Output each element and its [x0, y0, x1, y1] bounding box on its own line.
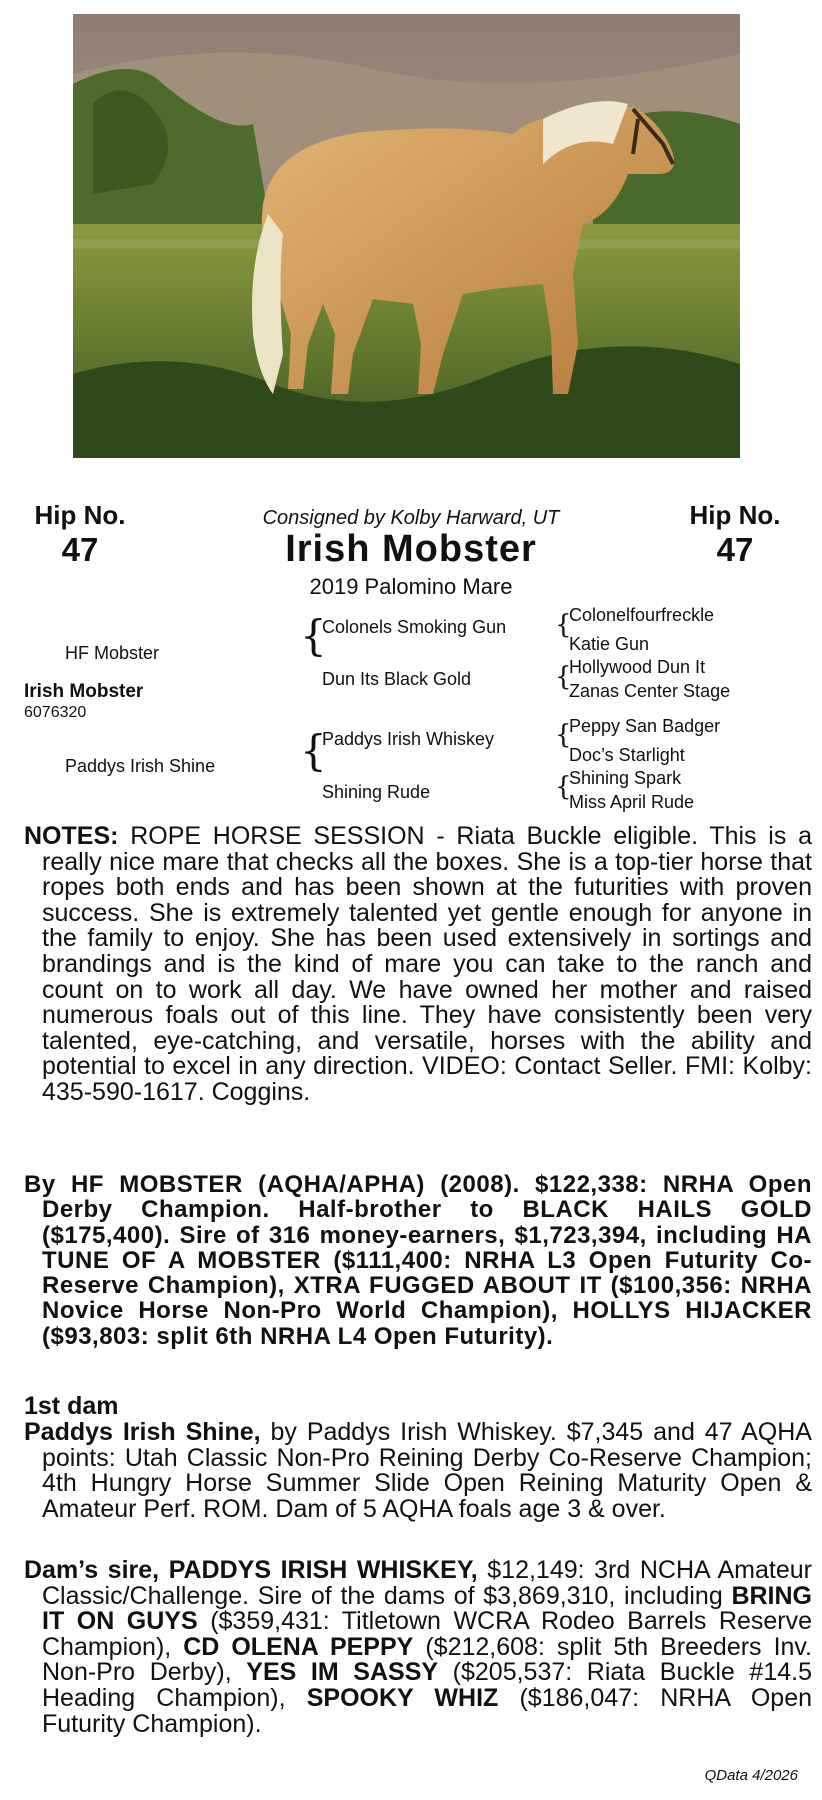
- notes-label: NOTES:: [24, 822, 119, 850]
- consignor: Consigned by Kolby Harward, UT: [262, 507, 560, 529]
- pedigree-sire: HF Mobster: [65, 643, 160, 663]
- pedigree-dd-sire: Shining Spark: [569, 768, 682, 788]
- dams-sire-text-2: ($359,431: Titletown WCRA Rodeo Barrels Reserve Champion),: [42, 1607, 812, 1661]
- pedigree-sd-sire: Hollywood Dun It: [569, 657, 706, 677]
- horse-name: Irish Mobster: [285, 528, 537, 570]
- brace: {: [555, 662, 572, 692]
- dams-sire-text-4: ($205,537: Riata Buckle #14.5 Heading Champion),: [42, 1658, 812, 1712]
- pedigree-dd-dam: Miss April Rude: [569, 792, 695, 812]
- pedigree-subject: Irish Mobster: [24, 681, 144, 702]
- horse-description: 2019 Palomino Mare: [309, 574, 513, 599]
- brace: {: [555, 720, 572, 750]
- first-dam-name: Paddys Irish Shine,: [24, 1418, 261, 1446]
- pedigree-sd-dam: Zanas Center Stage: [569, 681, 731, 701]
- dams-sire-horse-2: CD OLENA PEPPY: [183, 1632, 414, 1661]
- horse-photo: [73, 14, 740, 458]
- dams-sire-label: Dam’s sire,: [24, 1556, 160, 1584]
- hip-number: 47: [716, 531, 754, 568]
- pedigree-ds-sire: Peppy San Badger: [569, 716, 721, 736]
- dams-sire-horse-1: BRING IT ON GUYS: [42, 1581, 812, 1636]
- pedigree-sire-sire: Colonels Smoking Gun: [322, 617, 507, 637]
- dams-sire-horse-3: YES IM SASSY: [246, 1658, 439, 1687]
- dams-sire-name: PADDYS IRISH WHISKEY,: [168, 1556, 478, 1584]
- sire-paragraph: [24, 1172, 812, 1349]
- pedigree-dam: Paddys Irish Shine: [65, 756, 216, 776]
- pedigree-ss-dam: Katie Gun: [569, 634, 650, 654]
- pedigree-dam-dam: Shining Rude: [322, 782, 431, 802]
- hip-number: 47: [61, 531, 99, 568]
- brace: {: [300, 726, 327, 775]
- brace: {: [300, 611, 327, 660]
- dams-sire-text-5: ($186,047: NRHA Open Futurity Champion).: [42, 1683, 812, 1738]
- dams-sire-horse-4: SPOOKY WHIZ: [306, 1683, 499, 1712]
- first-dam-heading: 1st dam: [24, 1392, 119, 1420]
- first-dam-paragraph: [24, 1420, 812, 1522]
- brace: {: [555, 610, 572, 640]
- first-dam-text: by Paddys Irish Whiskey. $7,345 and 47 AQHA points: Utah Classic Non-Pro Reining Derby Co-Reserve Champion; 4th Hungry Horse Summer Slide Open Reining Maturity Open & Amateur Perf. ROM. Dam of 5 AQHA foals age 3 & over.: [42, 1418, 812, 1523]
- pedigree-ss-sire: Colonelfourfreckle: [569, 605, 715, 625]
- dams-sire-text-3: ($212,608: split 5th Breeders Inv. Non-Pro Derby),: [42, 1632, 813, 1687]
- dams-sire-text-1: $12,149: 3rd NCHA Amateur Classic/Challenge. Sire of the dams of $3,869,310, including: [42, 1556, 812, 1610]
- pedigree-dam-sire: Paddys Irish Whiskey: [322, 729, 495, 749]
- hip-label: Hip No.: [34, 500, 126, 530]
- notes-text: ROPE HORSE SESSION - Riata Buckle eligible. This is a really nice mare that checks all the boxes. She is a top-tier horse that ropes both ends and has been shown at the futurities with proven success. She is extremely talented yet gentle enough for anyone in the family to enjoy. She has been used extensively in sortings and brandings and is the kind of mare you can take to the ranch and count on to work all day. We have owned her mother and raised numerous foals out of this line. They have consistently been very talented, eye-catching, and versatile, horses with the ability and potential to excel in any direction. VIDEO: Contact Seller. FMI: Kolby: 435-590-1617. Coggins.: [42, 822, 812, 1106]
- hip-label: Hip No.: [689, 500, 781, 530]
- registration-number: 6076320: [24, 704, 87, 721]
- sire-text: By HF MOBSTER (AQHA/APHA) (2008). $122,338: NRHA Open Derby Champion. Half-brother to BLACK HAILS GOLD ($175,400). Sire of 316 money-earners, $1,723,394, including HA TUNE OF A MOBSTER ($111,400: NRHA L3 Open Futurity Co-Reserve Champion), XTRA FUGGED ABOUT IT ($100,356: NRHA Novice Horse Non-Pro World Champion), HOLLYS HIJACKER ($93,803: split 6th NRHA L4 Open Futurity).: [24, 1171, 812, 1350]
- brace: {: [555, 772, 572, 802]
- qdata-footer: QData 4/2026: [704, 1767, 798, 1784]
- pedigree-sire-dam: Dun Its Black Gold: [322, 669, 472, 689]
- dams-sire-paragraph: [24, 1558, 812, 1737]
- pedigree-ds-dam: Doc’s Starlight: [569, 745, 685, 765]
- notes-paragraph: [24, 824, 812, 1106]
